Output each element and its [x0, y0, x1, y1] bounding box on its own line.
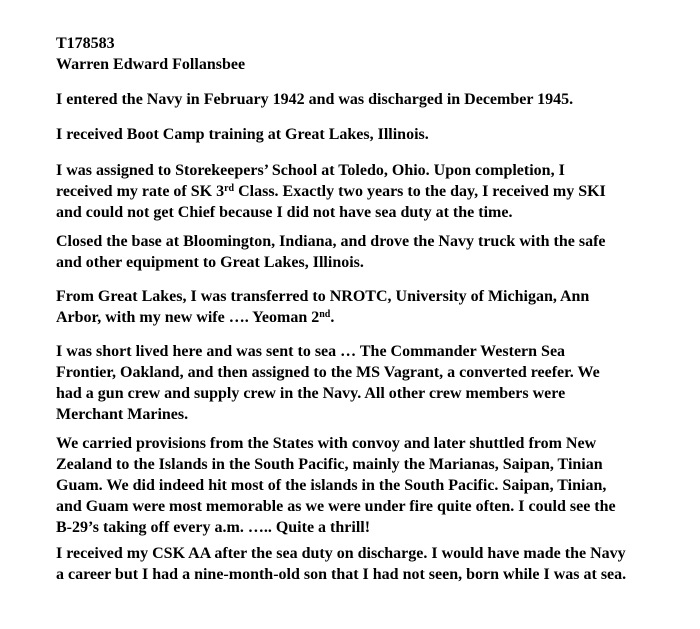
line-text: . [330, 309, 335, 326]
paragraph-line: Zealand to the Islands in the South Pacific, mainly the Marianas, Saipan, Tinian [56, 456, 603, 473]
paragraph-line: We carried provisions from the States with convoy and later shuttled from New [56, 435, 597, 452]
paragraph-nrotc [56, 286, 696, 328]
paragraph-line [56, 307, 696, 328]
line-text: Class. Exactly two years to the day, I received my SKI [234, 183, 606, 200]
document-id: T178583 [56, 35, 115, 52]
paragraph-line: Frontier, Oakland, and then assigned to the MS Vagrant, a converted reefer. We [56, 364, 600, 381]
line-text: Arbor, with my new wife …. Yeoman 2 [56, 309, 320, 326]
paragraph-line [56, 181, 696, 202]
paragraph-line: Merchant Marines. [56, 406, 189, 423]
author-name: Warren Edward Follansbee [56, 56, 246, 73]
ordinal-suffix: nd [319, 309, 331, 320]
paragraph-south-pacific [56, 433, 696, 538]
paragraph-line: I received Boot Camp training at Great Lakes, Illinois. [56, 126, 429, 143]
paragraph-boot-camp [56, 124, 696, 145]
paragraph-line: I entered the Navy in February 1942 and was discharged in December 1945. [56, 91, 574, 108]
paragraph-storekeepers-school [56, 160, 696, 223]
paragraph-enlistment [56, 89, 696, 110]
line-text: received my rate of SK 3 [56, 183, 225, 200]
paragraph-line: From Great Lakes, I was transferred to NROTC, University of Michigan, Ann [56, 288, 590, 305]
ordinal-suffix: rd [224, 183, 235, 194]
paragraph-line: I was short lived here and was sent to sea … The Commander Western Sea [56, 343, 566, 360]
paragraph-line: B-29’s taking off every a.m. ….. Quite a thrill! [56, 519, 371, 536]
paragraph-line: I received my CSK AA after the sea duty on discharge. I would have made the Navy [56, 545, 626, 562]
paragraph-line: a career but I had a nine-month-old son that I had not seen, born while I was at sea. [56, 566, 627, 583]
paragraph-sea-duty [56, 341, 696, 425]
paragraph-discharge [56, 543, 696, 585]
paragraph-line: and Guam were most memorable as we were under fire quite often. I could see the [56, 498, 616, 515]
paragraph-line: had a gun crew and supply crew in the Navy. All other crew members were [56, 385, 566, 402]
paragraph-line: Guam. We did indeed hit most of the islands in the South Pacific. Saipan, Tinian, [56, 477, 607, 494]
paragraph-line: and could not get Chief because I did not have sea duty at the time. [56, 204, 513, 221]
paragraph-line: Closed the base at Bloomington, Indiana, and drove the Navy truck with the safe [56, 233, 606, 250]
document-header [56, 33, 696, 75]
paragraph-line: I was assigned to Storekeepers’ School at Toledo, Ohio. Upon completion, I [56, 162, 565, 179]
paragraph-bloomington [56, 231, 696, 273]
paragraph-line: and other equipment to Great Lakes, Illinois. [56, 254, 364, 271]
